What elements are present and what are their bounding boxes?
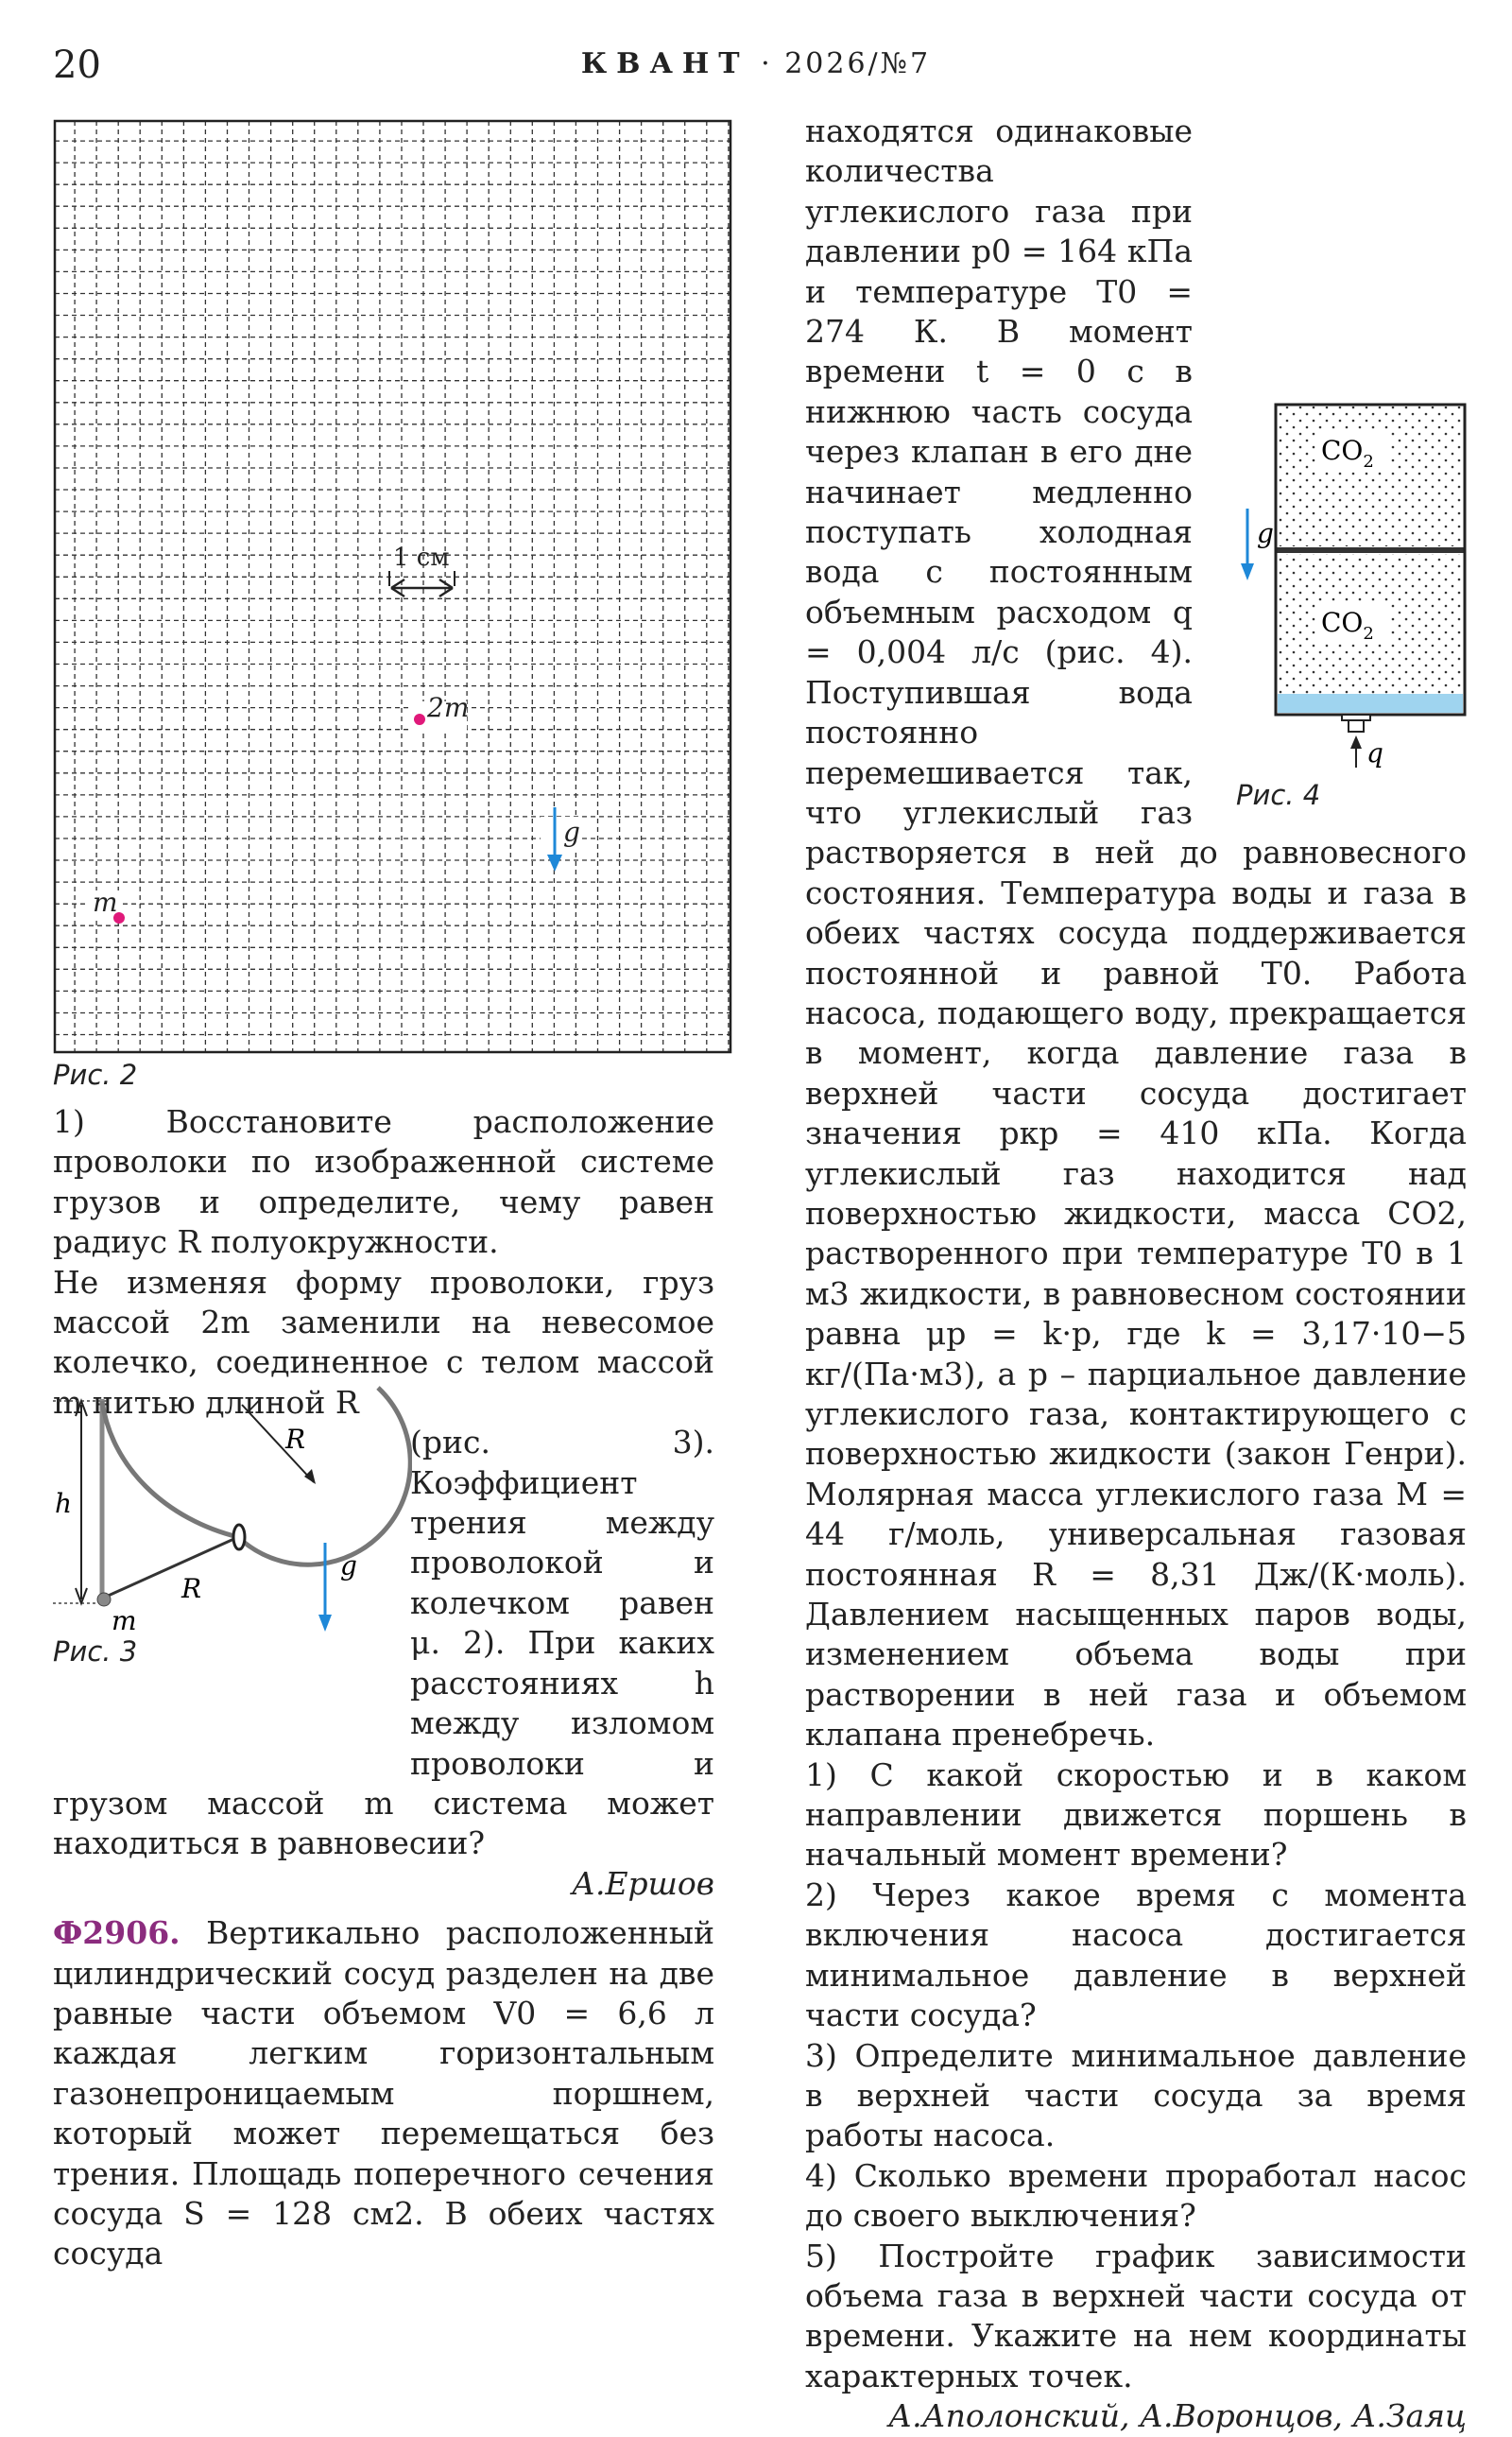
- gravity-label: g: [1257, 518, 1274, 549]
- question-3: 3) Определите минимальное давление в верхней части сосуда за время работы насоса.: [805, 2036, 1467, 2154]
- height-label: h: [55, 1488, 73, 1519]
- figure-4-caption: Рис. 4: [1236, 779, 1321, 811]
- scale-label: 1 см: [393, 544, 450, 572]
- figure-3-caption: Рис. 3: [53, 1635, 138, 1668]
- page-header: [0, 36, 1512, 93]
- author-ershov: А.Ершов: [571, 1864, 714, 1902]
- gravity-label: g: [563, 817, 580, 848]
- journal-title: КВАНТ: [580, 47, 749, 80]
- journal-header: [0, 47, 1512, 80]
- problem-f2906: Ф2906. Вертикально расположенный цилиндрический сосуд разделен на две равные части объемом V0 = 6,6 л каждая легким горизонтальным газонепроницаемым поршнем, который может перемещаться без трения. Площадь поперечного сечения сосуда S = 128 см2. В обеих частях сосуда: [53, 1914, 714, 2273]
- page-number: 20: [53, 43, 101, 87]
- authors: А.Аполонский, А.Воронцов, А.Заяц: [888, 2397, 1467, 2435]
- flow-label: q: [1366, 737, 1383, 769]
- mass-m-label: m: [112, 1605, 137, 1636]
- question-4: 4) Сколько времени проработал насос до своего выключения?: [805, 2156, 1467, 2235]
- gas-label-bottom: $CO_2$: [1321, 607, 1374, 644]
- mass-2m-point: [414, 714, 425, 725]
- paragraph-ring: Не изменяя форму проволоки, груз массой 2m заменили на невесомое колечко, соединенное с телом массой m нитью длиной R: [53, 1263, 714, 1421]
- radius-label-top: R: [285, 1424, 306, 1455]
- question-1: 1) С какой скоростью и в каком направлении движется поршень в начальный момент времени?: [805, 1755, 1467, 1874]
- issue-number: · 2026/№7: [761, 47, 932, 80]
- problem-text: находятся одинаковые количества углекислого газа при давлении p0 = 164 кПа и температуре T0 = 274 К. В момент времени t = 0 с в нижнюю часть сосуда через клапан в его дне начинает медленно поступать холодная вода с постоянным объемным расходом q = 0,004 л/с (рис. 4). Поступившая вода постоянно перемешивается так, что углекислый газ растворяется в ней до равновесного состояния. Температура воды и газа в обеих частях сосуда поддерживается постоянной и равной T0. Работа насоса, подающего воду, прекращается в момент, когда давление газа в верхней части сосуда достигает значения pкр = 410 кПа. Когда углекислый газ находится над поверхностью жидкости, масса CO2, растворенного при температуре T0 в 1 м3 жидкости, в равновесном состоянии равна μр = k·p, где k = 3,17·10−5 кг/(Па·м3), а p – парциальное давление углекислого газа, контактирующего с поверхностью жидкости (закон Генри). Молярная масса углекислого газа M = 44 г/моль, универсальная газовая постоянная R = 8,31 Дж/(К·моль). Давлением насыщенных паров воды, изменением объема воды при растворении в ней газа и объемом клапана пренебречь.: [805, 112, 1467, 1754]
- water-layer: [1278, 694, 1463, 713]
- figure-3-wire: [53, 1382, 412, 1656]
- left-column: [53, 1102, 714, 2274]
- mass-2m-label: 2m: [427, 692, 470, 723]
- problem-id: Ф2906.: [53, 1914, 180, 1952]
- paragraph-friction: (рис. 3). Коэффициент трения между проволокой и колечком равен μ. 2). При каких расстояниях h между изломом проволоки и грузом массой m система может находиться в равновесии?: [53, 1424, 714, 1862]
- radius-label-bottom: R: [181, 1573, 202, 1604]
- gas-label-top: $CO_2$: [1321, 435, 1374, 472]
- question-2: 2) Через какое время с момента включения насоса достигается минимальное давление в верхней части сосуда?: [805, 1875, 1467, 2034]
- figure-2-caption: Рис. 2: [53, 1059, 138, 1091]
- figure-2-grid: [53, 119, 733, 1055]
- question-5: 5) Постройте график зависимости объема газа в верхней части сосуда от времени. Укажите на нем координаты характерных точек.: [805, 2237, 1467, 2394]
- gravity-label: g: [340, 1550, 357, 1581]
- mass-m-ball: [97, 1593, 111, 1606]
- figure-4-vessel: [1238, 397, 1474, 794]
- mass-m-label: m: [93, 887, 118, 918]
- question-1: 1) Восстановите расположение проволоки по изображенной системе грузов и определите, чему равен радиус R полуокружности.: [53, 1103, 714, 1261]
- ring: [233, 1525, 245, 1549]
